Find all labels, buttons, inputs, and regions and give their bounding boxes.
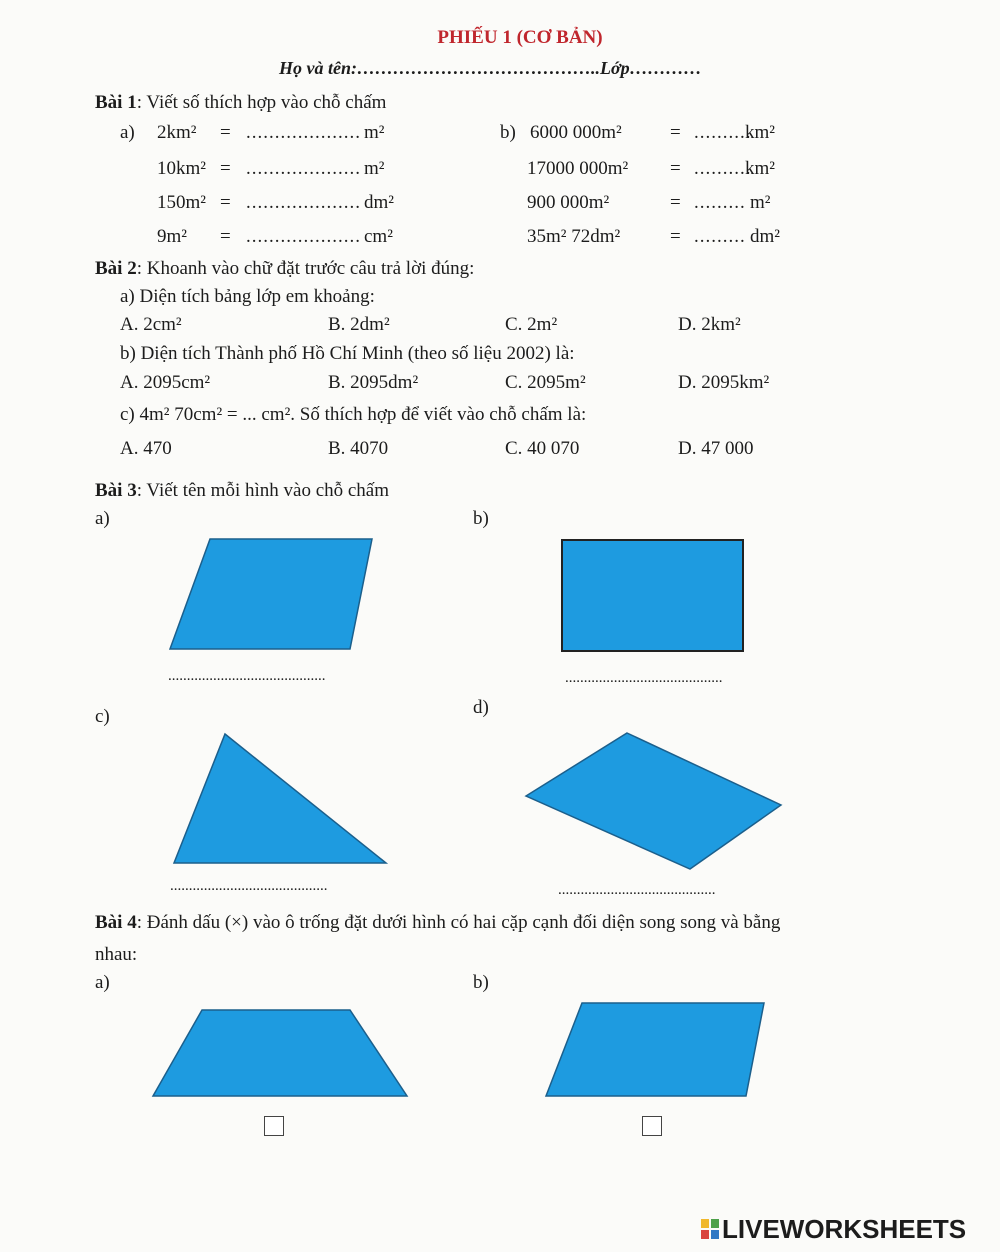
- bai1-row-unit: km²: [745, 158, 775, 179]
- bai2-b-option[interactable]: D. 2095km²: [678, 372, 770, 393]
- bai1-row-blank[interactable]: ....................: [246, 192, 361, 213]
- bai3-rhombus-shape: [522, 730, 784, 872]
- liveworksheets-logo: [700, 1214, 966, 1245]
- bai2-c-option[interactable]: D. 47 000: [678, 438, 754, 459]
- bai2-b-option[interactable]: A. 2095cm²: [120, 372, 211, 393]
- name-class-line: Họ và tên:…………………………………..Lớp…………: [279, 58, 702, 78]
- bai1-row-blank[interactable]: ..........: [694, 158, 752, 179]
- bai2-c-option[interactable]: C. 40 070: [505, 438, 580, 459]
- bai1-row-eq: =: [220, 158, 231, 179]
- bai4-heading-line2: nhau:: [95, 944, 138, 965]
- bai2-heading-bold: Bài 2: [95, 258, 137, 279]
- bai4-label-b: b): [473, 972, 489, 993]
- bai3-answer-blank-c[interactable]: ..........................................: [170, 878, 328, 894]
- bai1-row-unit: m²: [750, 192, 771, 213]
- bai1-row-unit: m²: [364, 158, 385, 179]
- logo-text: LIVEWORKSHEETS: [722, 1214, 967, 1244]
- bai1-row-lhs: 10km²: [157, 158, 206, 179]
- bai1-row-lhs: 900 000m²: [527, 192, 610, 213]
- bai1-row-unit: dm²: [364, 192, 394, 213]
- bai1-row-lhs: 6000 000m²: [530, 122, 622, 143]
- bai3-answer-blank-b[interactable]: ..........................................: [565, 670, 723, 686]
- bai1-row-lhs: 17000 000m²: [527, 158, 629, 179]
- bai2-heading: [95, 258, 474, 280]
- bai2-b-option[interactable]: C. 2095m²: [505, 372, 586, 393]
- bai3-heading: [95, 480, 389, 502]
- bai2-a-option[interactable]: A. 2cm²: [120, 314, 182, 335]
- bai1-row-eq: =: [220, 122, 231, 143]
- bai1-row-blank[interactable]: ....................: [246, 158, 361, 179]
- bai2-c-option[interactable]: A. 470: [120, 438, 172, 459]
- bai1-row-lhs: 150m²: [157, 192, 206, 213]
- bai2-question-b: b) Diện tích Thành phố Hồ Chí Minh (theo số liệu 2002) là:: [120, 343, 575, 364]
- bai1-row-eq: =: [670, 158, 681, 179]
- bai1-row-eq: =: [670, 226, 681, 247]
- bai4-heading: [95, 912, 780, 934]
- worksheet-title: PHIẾU 1 (CƠ BẢN): [437, 27, 603, 48]
- bai1-row-blank[interactable]: .........: [694, 226, 746, 247]
- bai3-label-a: a): [95, 508, 110, 529]
- bai1-row-eq: =: [220, 192, 231, 213]
- bai1-row-eq: =: [220, 226, 231, 247]
- bai3-heading-bold: Bài 3: [95, 480, 137, 501]
- bai1-row-lhs: 35m² 72dm²: [527, 226, 621, 247]
- bai3-answer-blank-d[interactable]: ..........................................: [558, 882, 716, 898]
- bai1-row-blank[interactable]: ....................: [246, 226, 361, 247]
- bai4-checkbox-a[interactable]: [264, 1116, 284, 1136]
- bai1-row-unit: dm²: [750, 226, 780, 247]
- bai4-heading-bold: Bài 4: [95, 912, 137, 933]
- bai1-heading: [95, 92, 386, 114]
- bai1-row-lhs: 9m²: [157, 226, 187, 247]
- bai2-c-option[interactable]: B. 4070: [328, 438, 389, 459]
- bai1-row-blank[interactable]: ..........: [694, 122, 752, 143]
- bai3-parallelogram-shape: [165, 536, 375, 656]
- bai1-row-eq: =: [670, 192, 681, 213]
- bai1-heading-text: : Viết số thích hợp vào chỗ chấm: [136, 92, 387, 113]
- bai3-label-c: c): [95, 706, 110, 727]
- bai1-row-prefix: b): [500, 122, 516, 143]
- bai2-b-option[interactable]: B. 2095dm²: [328, 372, 419, 393]
- bai3-label-d: d): [473, 697, 489, 718]
- bai1-row-unit: cm²: [364, 226, 393, 247]
- bai3-label-b: b): [473, 508, 489, 529]
- bai2-heading-text: : Khoanh vào chữ đặt trước câu trả lời đúng:: [136, 258, 475, 279]
- bai2-question-a: a) Diện tích bảng lớp em khoảng:: [120, 286, 375, 307]
- bai2-a-option[interactable]: C. 2m²: [505, 314, 558, 335]
- bai1-row-lhs: 2km²: [157, 122, 197, 143]
- bai3-triangle-shape: [170, 730, 390, 866]
- bai1-row-prefix: a): [120, 122, 135, 143]
- liveworksheets-grid-icon: [700, 1218, 720, 1240]
- bai3-heading-text: : Viết tên mỗi hình vào chỗ chấm: [136, 480, 390, 501]
- bai2-a-option[interactable]: D. 2km²: [678, 314, 741, 335]
- bai2-a-option[interactable]: B. 2dm²: [328, 314, 390, 335]
- bai1-row-blank[interactable]: .........: [694, 192, 746, 213]
- bai3-rectangle-shape: [560, 538, 746, 654]
- bai4-parallelogram-shape: [542, 1000, 768, 1100]
- bai1-row-unit: km²: [745, 122, 775, 143]
- bai1-row-unit: m²: [364, 122, 385, 143]
- bai1-row-blank[interactable]: ....................: [246, 122, 361, 143]
- bai1-heading-bold: Bài 1: [95, 92, 137, 113]
- bai4-trapezoid-shape: [150, 1007, 410, 1099]
- bai3-answer-blank-a[interactable]: ..........................................: [168, 668, 326, 684]
- bai1-row-eq: =: [670, 122, 681, 143]
- bai4-checkbox-b[interactable]: [642, 1116, 662, 1136]
- bai4-label-a: a): [95, 972, 110, 993]
- bai2-question-c: c) 4m² 70cm² = ... cm². Số thích hợp để viết vào chỗ chấm là:: [120, 404, 587, 425]
- bai4-heading-text: : Đánh dấu (×) vào ô trống đặt dưới hình có hai cặp cạnh đối diện song song và bằng: [136, 912, 781, 933]
